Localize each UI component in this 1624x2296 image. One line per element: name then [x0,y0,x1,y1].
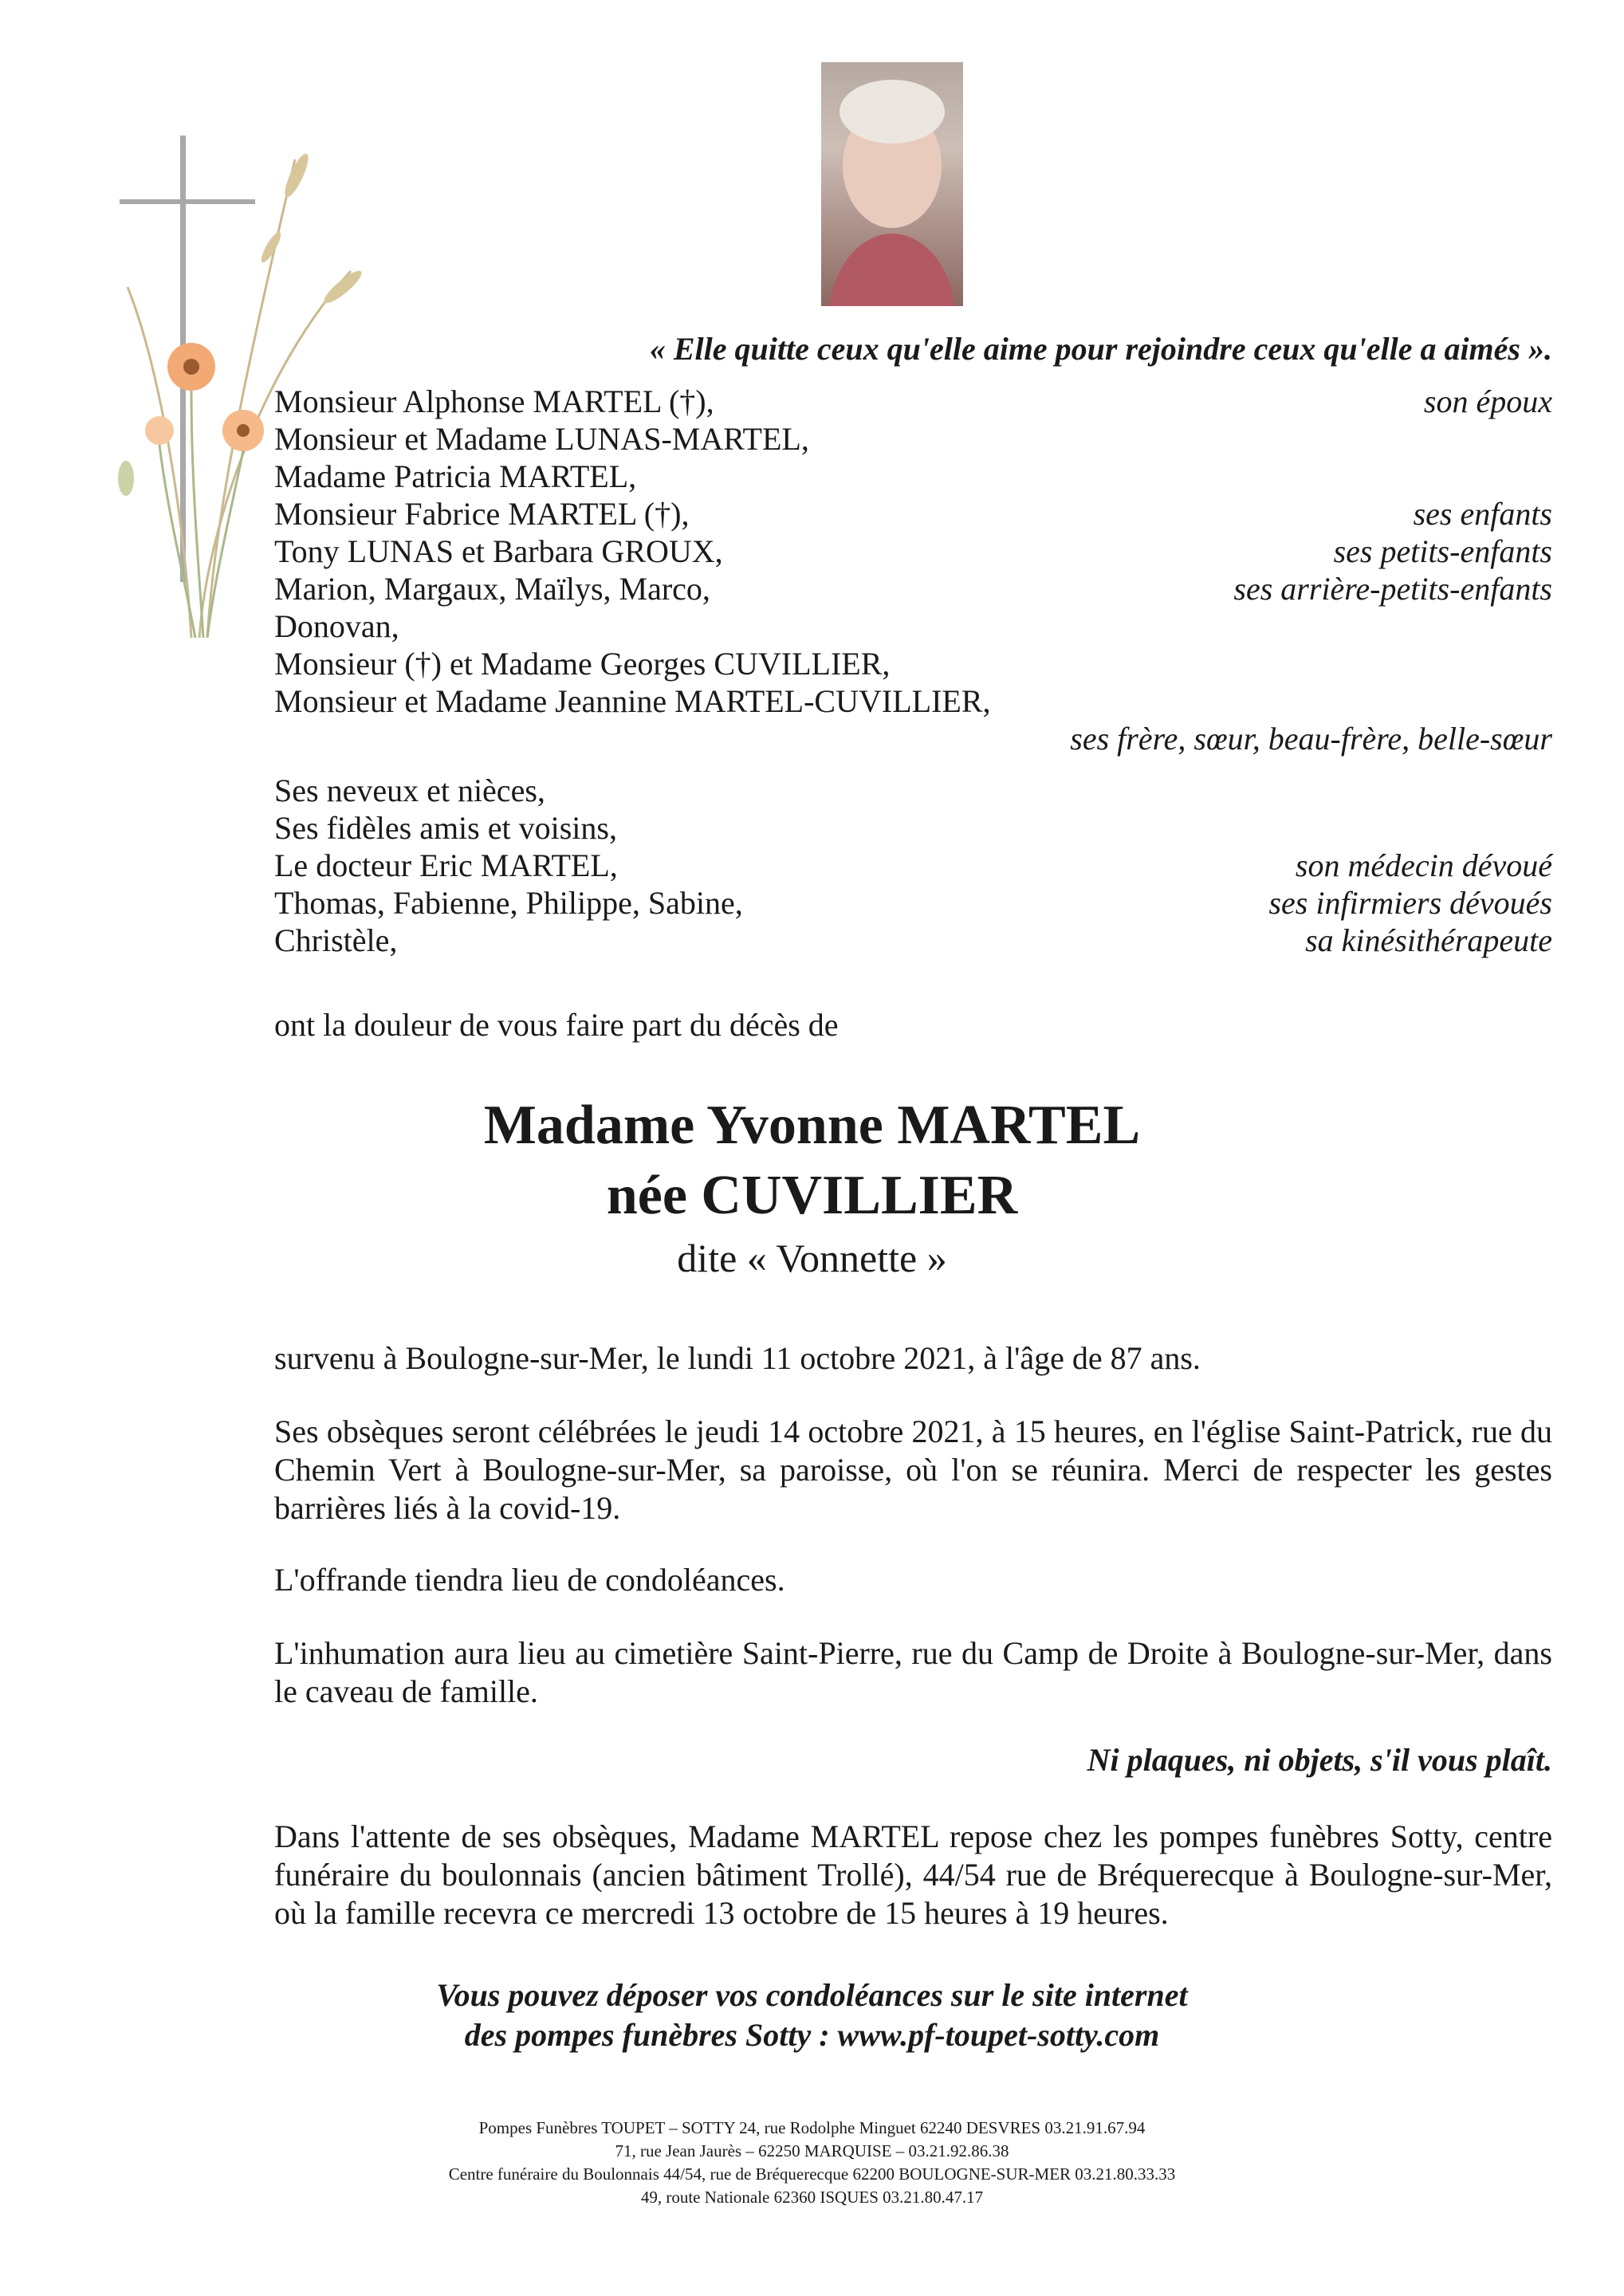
friend-row [274,847,1552,885]
family-name: Monsieur Alphonse MARTEL (†), [274,383,714,419]
family-row [274,645,1552,683]
friend-relation: sa kinésithérapeute [1305,922,1552,958]
family-name: Donovan, [274,608,399,644]
family-row [274,570,1552,608]
footer-line: Centre funéraire du Boulonnais 44/54, rue de Bréquerecque 62200 BOULOGNE-SUR-MER 03.21.80.33.33 [448,2164,1176,2184]
deceased-name: Madame Yvonne MARTEL [483,1095,1141,1156]
funeral-paragraph: Ses obsèques seront célébrées le jeudi 14 octobre 2021, à 15 heures, en l'église Saint-Patrick, rue du Chemin Vert à Boulogne-sur-Mer, sa paroisse, où l'on se réunira. Merci de respecter les gestes barrières liés à la covid-19. [274,1413,1552,1526]
friend-relation: son médecin dévoué [1295,847,1552,883]
family-relation: ses arrière-petits-enfants [1233,571,1552,607]
family-row [274,607,1552,646]
family-name: Madame Patricia MARTEL, [274,458,637,494]
family-row [274,682,1552,721]
family-name: Monsieur Fabrice MARTEL (†), [274,496,690,532]
epigraph: « Elle quitte ceux qu'elle aime pour rejoindre ceux qu'elle a aimés ». [649,331,1552,367]
family-relation: son époux [1423,383,1552,419]
no-flowers-notice: Ni plaques, ni objets, s'il vous plaît. [1087,1742,1552,1778]
family-row [274,533,1552,571]
friend-row [274,922,1552,960]
offering-paragraph: L'offrande tiendra lieu de condoléances. [274,1562,785,1598]
deceased-nickname: dite « Vonnette » [677,1236,947,1280]
family-row [274,720,1552,758]
friend-row [274,772,1552,810]
family-name: Marion, Margaux, Maïlys, Marco, [274,571,710,607]
family-row [274,458,1552,496]
family-name: Monsieur (†) et Madame Georges CUVILLIER, [274,646,891,682]
friend-name: Ses fidèles amis et voisins, [274,810,617,846]
footer-line: 71, rue Jean Jaurès – 62250 MARQUISE – 03.21.92.86.38 [615,2141,1009,2160]
condolences-line-1: Vous pouvez déposer vos condoléances sur le site internet [436,1977,1188,2013]
deceased-maiden-name: née CUVILLIER [606,1165,1018,1226]
rest-paragraph: Dans l'attente de ses obsèques, Madame MARTEL repose chez les pompes funèbres Sotty, centre funéraire du boulonnais (ancien bâtiment Trollé), 44/54 rue de Bréquerecque à Boulogne-sur-Mer, où la famille recevra ce mercredi 13 octobre de 15 heures à 19 heures. [274,1818,1552,1931]
family-relation: ses petits-enfants [1333,533,1552,569]
burial-paragraph: L'inhumation aura lieu au cimetière Saint-Pierre, rue du Camp de Droite à Boulogne-sur-Mer, dans le caveau de famille. [274,1635,1552,1709]
family-relation: ses frère, sœur, beau-frère, belle-sœur [1070,721,1552,757]
family-row [274,495,1552,533]
friend-name: Christèle, [274,922,398,958]
family-name: Monsieur et Madame Jeannine MARTEL-CUVILLIER, [274,683,991,719]
wheat-ears [258,151,365,307]
friend-name: Le docteur Eric MARTEL, [274,847,618,883]
family-row [274,420,1552,458]
friend-row [274,884,1552,922]
condolences-line-2[interactable]: des pompes funèbres Sotty : www.pf-toupet-sotty.com [464,2017,1160,2053]
death-paragraph: survenu à Boulogne-sur-Mer, le lundi 11 octobre 2021, à l'âge de 87 ans. [274,1340,1201,1376]
footer-line: 49, route Nationale 62360 ISQUES 03.21.80.47.17 [640,2188,984,2207]
announcement: ont la douleur de vous faire part du décès de [274,1007,839,1043]
friend-row [274,809,1552,847]
family-name: Tony LUNAS et Barbara GROUX, [274,533,723,569]
friend-relation: ses infirmiers dévoués [1268,885,1552,921]
footer-contact [0,2117,1624,2209]
friend-name: Ses neveux et nièces, [274,773,545,808]
friend-name: Thomas, Fabienne, Philippe, Sabine, [274,885,743,921]
family-row [274,383,1552,421]
family-relation: ses enfants [1413,496,1552,532]
portrait-photo [821,62,963,306]
family-name: Monsieur et Madame LUNAS-MARTEL, [274,421,809,457]
portrait-silhouette-icon [821,62,963,306]
footer-line: Pompes Funèbres TOUPET – SOTTY 24, rue Rodolphe Minguet 62240 DESVRES 03.21.91.67.94 [478,2118,1146,2137]
